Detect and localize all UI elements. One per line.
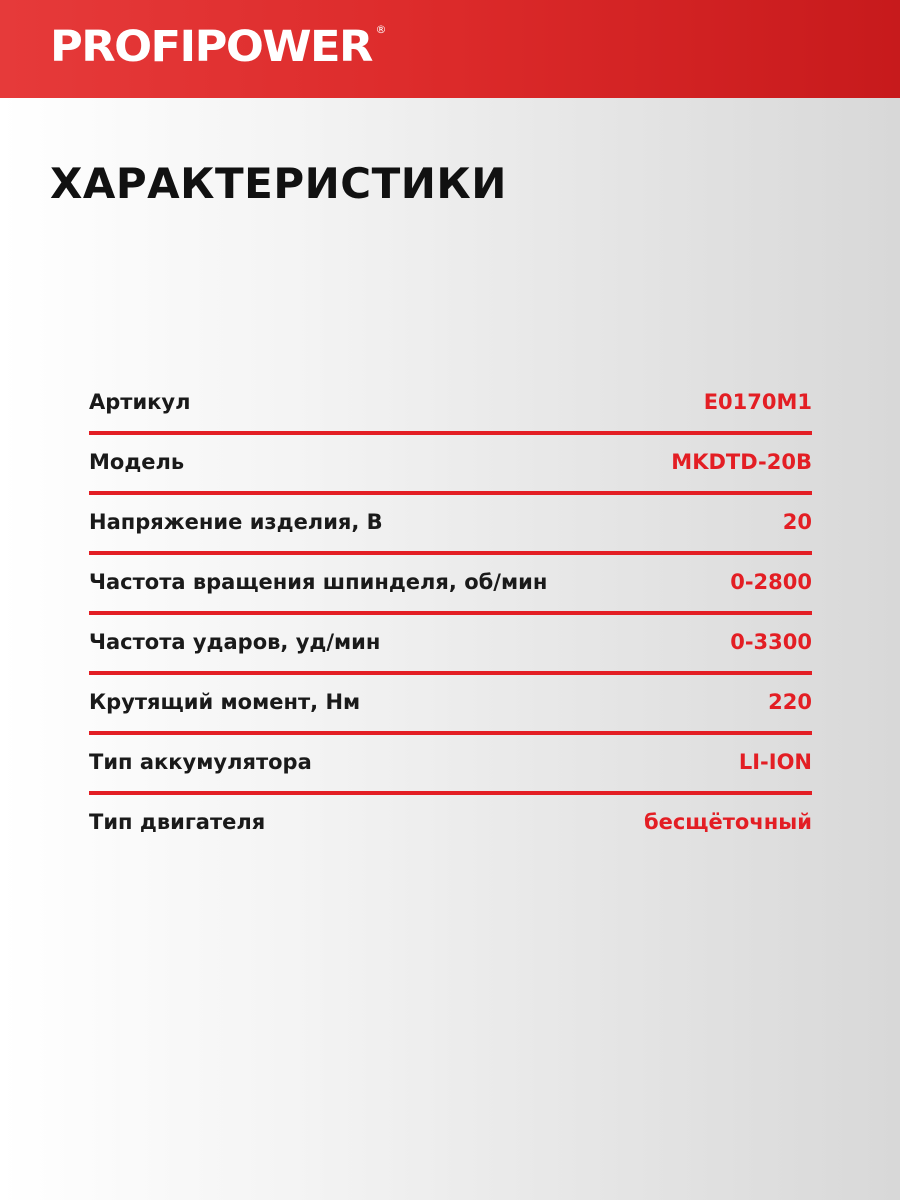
spec-value: E0170M1 [703, 390, 812, 414]
spec-label: Модель [89, 450, 185, 474]
spec-value: 20 [782, 510, 812, 534]
spec-value: LI-ION [738, 750, 812, 774]
spec-label: Тип двигателя [89, 810, 266, 834]
spec-label: Тип аккумулятора [89, 750, 312, 774]
spec-row-model [89, 433, 812, 493]
spec-value: бесщёточный [643, 810, 812, 834]
spec-value: 220 [768, 690, 812, 714]
brand-logo [50, 22, 387, 72]
spec-label: Частота вращения шпинделя, об/мин [89, 570, 548, 594]
spec-row-torque [89, 673, 812, 733]
brand-logo-text: PROFIPOWER [50, 22, 372, 72]
brand-header [0, 0, 900, 98]
spec-label: Частота ударов, уд/мин [89, 630, 381, 654]
spec-value: 0-2800 [730, 570, 812, 594]
specs-table [89, 373, 812, 853]
spec-label: Крутящий момент, Нм [89, 690, 361, 714]
spec-row-battery-type [89, 733, 812, 793]
spec-row-motor-type [89, 793, 812, 853]
registered-mark: ® [375, 23, 387, 36]
spec-label: Артикул [89, 390, 191, 414]
spec-row-article [89, 373, 812, 433]
spec-row-spindle-speed [89, 553, 812, 613]
spec-row-voltage [89, 493, 812, 553]
spec-value: MKDTD-20B [671, 450, 812, 474]
page-title: ХАРАКТЕРИСТИКИ [50, 159, 507, 208]
spec-row-impact-rate [89, 613, 812, 673]
spec-label: Напряжение изделия, В [89, 510, 383, 534]
spec-value: 0-3300 [730, 630, 812, 654]
